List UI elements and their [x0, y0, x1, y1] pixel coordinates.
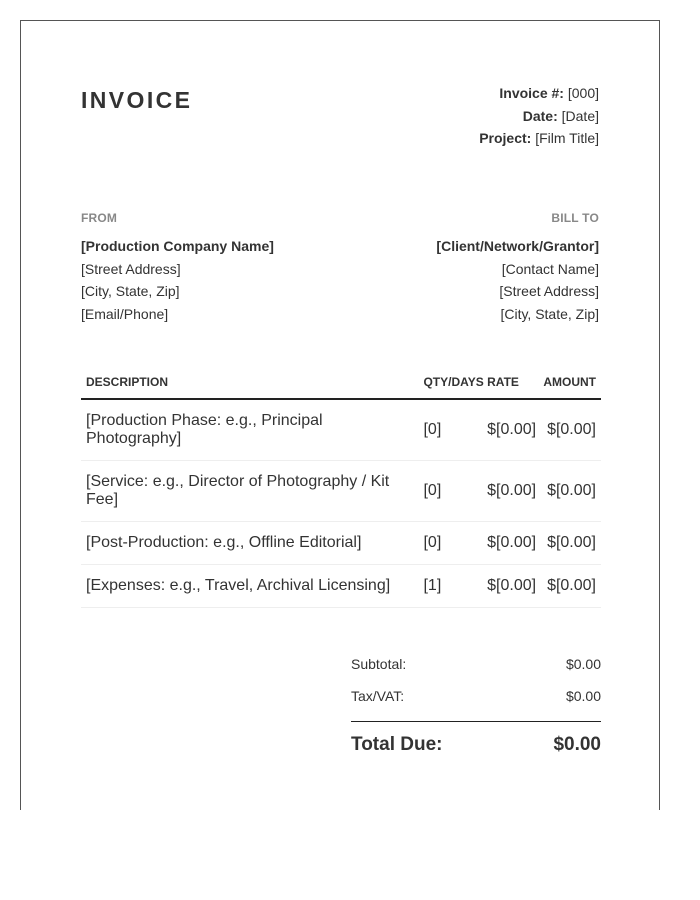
- row-rate: $[0.00]: [482, 399, 537, 461]
- table-row: [81, 399, 601, 461]
- invoice-number-label: Invoice #:: [499, 85, 564, 101]
- row-rate: $[0.00]: [482, 522, 537, 565]
- table-row: [81, 565, 601, 608]
- bill-to-label: BILL TO: [551, 211, 599, 225]
- invoice-page: [20, 20, 660, 810]
- qty-header: QTY/DAYS: [418, 365, 482, 399]
- bill-to-city-state-zip: [City, State, Zip]: [500, 305, 599, 322]
- row-qty: [0]: [418, 461, 482, 522]
- invoice-date-label: Date:: [522, 107, 558, 124]
- tax-row: [351, 686, 601, 718]
- invoice-project-value: [Film Title]: [535, 130, 599, 146]
- total-due-value: $0.00: [553, 734, 601, 755]
- invoice-project-label: Project:: [479, 130, 532, 146]
- tax-label: Tax/VAT:: [351, 688, 405, 704]
- row-description: [Expenses: e.g., Travel, Archival Licensing]: [81, 565, 418, 608]
- total-due-label: Total Due:: [351, 734, 443, 755]
- invoice-title: INVOICE: [81, 87, 193, 113]
- row-amount: $[0.00]: [537, 399, 601, 461]
- row-rate: $[0.00]: [482, 461, 537, 522]
- totals-block: [351, 654, 601, 756]
- tax-value: $0.00: [565, 688, 601, 704]
- subtotal-label: Subtotal:: [351, 656, 407, 672]
- bill-to-block: [436, 235, 599, 325]
- invoice-project-line: [479, 127, 599, 150]
- table-row: [81, 461, 601, 522]
- from-email-phone: [Email/Phone]: [81, 305, 169, 322]
- row-amount: $[0.00]: [537, 565, 601, 608]
- row-qty: [0]: [418, 399, 482, 461]
- row-qty: [1]: [418, 565, 482, 608]
- from-city-state-zip: [City, State, Zip]: [81, 283, 180, 299]
- bill-to-street-address: [Street Address]: [499, 283, 599, 299]
- rate-header: RATE: [482, 365, 537, 399]
- row-description: [Post-Production: e.g., Offline Editorial]: [81, 522, 418, 565]
- row-qty: [0]: [418, 522, 482, 565]
- invoice-meta: [479, 82, 599, 150]
- description-header: DESCRIPTION: [81, 365, 418, 399]
- from-block: [81, 235, 274, 325]
- row-description: [Service: e.g., Director of Photography / Kit Fee]: [81, 461, 418, 522]
- subtotal-row: [351, 654, 601, 686]
- row-rate: $[0.00]: [482, 565, 537, 608]
- from-label: FROM: [81, 211, 118, 225]
- table-row: [81, 522, 601, 565]
- bill-to-contact-name: [Contact Name]: [501, 260, 599, 277]
- invoice-date-line: [479, 105, 599, 128]
- invoice-date-value: [Date]: [561, 107, 599, 124]
- amount-header: AMOUNT: [537, 365, 601, 399]
- subtotal-value: $0.00: [565, 656, 601, 672]
- row-amount: $[0.00]: [537, 461, 601, 522]
- from-street-address: [Street Address]: [81, 260, 181, 277]
- table-header-row: [81, 365, 601, 399]
- totals-divider: [351, 721, 601, 722]
- from-company-name: [Production Company Name]: [81, 238, 274, 254]
- invoice-number-value: [000]: [567, 85, 599, 101]
- bill-to-client-name: [Client/Network/Grantor]: [436, 238, 599, 254]
- invoice-number-line: [479, 82, 599, 105]
- total-due-row: [351, 734, 601, 756]
- line-items-table: [81, 365, 601, 608]
- row-description: [Production Phase: e.g., Principal Photography]: [81, 399, 418, 461]
- row-amount: $[0.00]: [537, 522, 601, 565]
